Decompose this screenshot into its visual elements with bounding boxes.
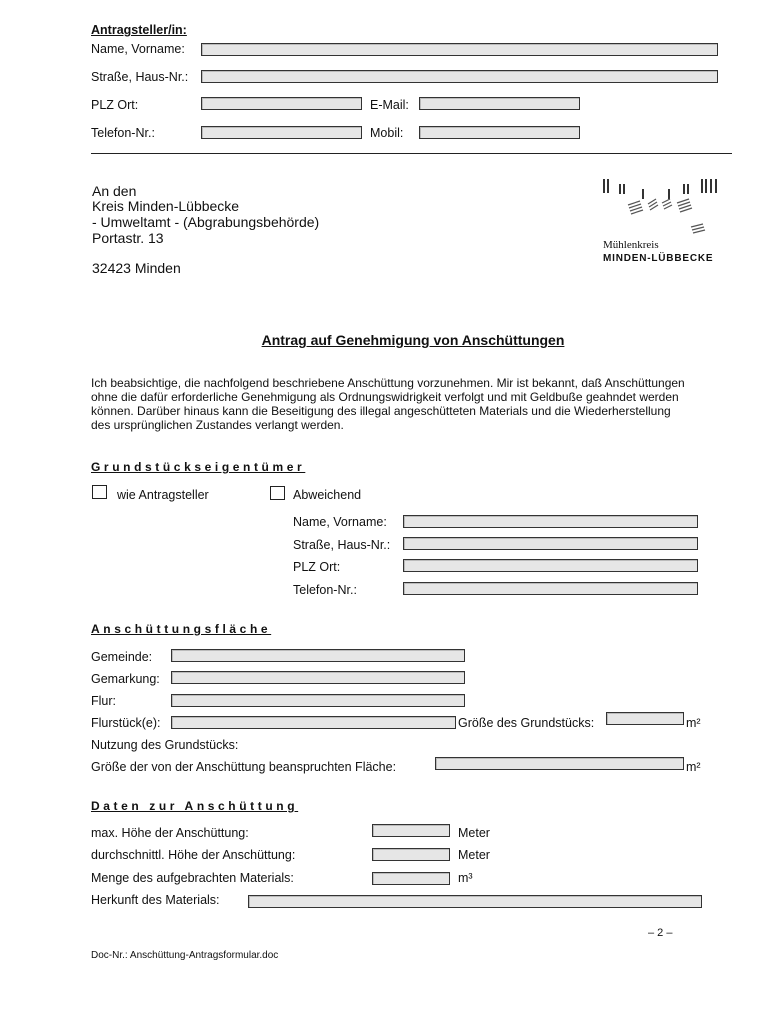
address-line-4: Portastr. 13 bbox=[92, 230, 164, 246]
max-height-unit: Meter bbox=[458, 826, 490, 840]
flur-field[interactable] bbox=[171, 694, 465, 707]
owner-phone-field[interactable] bbox=[403, 582, 698, 595]
intro-line-1: Ich beabsichtige, die nachfolgend beschriebene Anschüttung vorzunehmen. Mir ist bekannt, daß Anschüttungen bbox=[91, 376, 685, 390]
applicant-street-field[interactable] bbox=[201, 70, 718, 83]
logo-mark-icon bbox=[598, 176, 723, 238]
plot-size-unit: m² bbox=[686, 716, 701, 730]
address-line-5: 32423 Minden bbox=[92, 260, 181, 276]
claimed-area-unit: m² bbox=[686, 760, 701, 774]
intro-line-3: können. Darüber hinaus kann die Beseitigung des illegal angeschütteten Materials und die Wiederherstellung bbox=[91, 404, 671, 418]
logo-line-2: MINDEN-LÜBBECKE bbox=[603, 253, 714, 264]
applicant-heading: Antragsteller/in: bbox=[91, 23, 187, 37]
applicant-plz-field[interactable] bbox=[201, 97, 362, 110]
flurstueck-label: Flurstück(e): bbox=[91, 716, 161, 730]
gemeinde-label: Gemeinde: bbox=[91, 650, 153, 664]
address-line-3: - Umweltamt - (Abgrabungsbehörde) bbox=[92, 214, 320, 230]
owner-diff-label: Abweichend bbox=[293, 488, 362, 502]
applicant-email-field[interactable] bbox=[419, 97, 580, 110]
gemarkung-label: Gemarkung: bbox=[91, 672, 160, 686]
usage-label: Nutzung des Grundstücks: bbox=[91, 738, 239, 752]
logo-line-1: Mühlenkreis bbox=[603, 239, 659, 251]
avg-height-unit: Meter bbox=[458, 848, 490, 862]
avg-height-field[interactable] bbox=[372, 848, 450, 861]
claimed-area-field[interactable] bbox=[435, 757, 684, 770]
applicant-name-label: Name, Vorname: bbox=[91, 42, 185, 56]
owner-diff-checkbox[interactable] bbox=[270, 486, 285, 500]
flurstueck-field[interactable] bbox=[171, 716, 456, 729]
avg-height-label: durchschnittl. Höhe der Anschüttung: bbox=[91, 848, 296, 862]
owner-same-checkbox[interactable] bbox=[92, 485, 107, 499]
applicant-street-label: Straße, Haus-Nr.: bbox=[91, 70, 189, 84]
owner-name-field[interactable] bbox=[403, 515, 698, 528]
owner-street-label: Straße, Haus-Nr.: bbox=[293, 538, 391, 552]
owner-heading: Grundstückseigentümer bbox=[91, 460, 306, 474]
divider bbox=[91, 153, 732, 154]
doc-number: Doc-Nr.: Anschüttung-Antragsformular.doc bbox=[91, 950, 279, 961]
applicant-mobile-field[interactable] bbox=[419, 126, 580, 139]
applicant-email-label: E-Mail: bbox=[370, 98, 409, 112]
amount-unit: m³ bbox=[458, 871, 473, 885]
owner-name-label: Name, Vorname: bbox=[293, 515, 387, 529]
claimed-area-label: Größe der von der Anschüttung beanspruchten Fläche: bbox=[91, 760, 397, 774]
owner-plz-label: PLZ Ort: bbox=[293, 560, 341, 574]
amount-field[interactable] bbox=[372, 872, 450, 885]
gemarkung-field[interactable] bbox=[171, 671, 465, 684]
origin-label: Herkunft des Materials: bbox=[91, 893, 220, 907]
applicant-name-field[interactable] bbox=[201, 43, 718, 56]
owner-phone-label: Telefon-Nr.: bbox=[293, 583, 357, 597]
page-number: – 2 – bbox=[648, 927, 673, 939]
address-line-1: An den bbox=[92, 183, 137, 199]
applicant-plz-label: PLZ Ort: bbox=[91, 98, 139, 112]
max-height-field[interactable] bbox=[372, 824, 450, 837]
plot-size-label: Größe des Grundstücks: bbox=[458, 716, 595, 730]
logo bbox=[598, 176, 723, 266]
owner-same-label: wie Antragsteller bbox=[117, 488, 209, 502]
area-heading: Anschüttungsfläche bbox=[91, 622, 272, 636]
owner-plz-field[interactable] bbox=[403, 559, 698, 572]
applicant-phone-field[interactable] bbox=[201, 126, 362, 139]
max-height-label: max. Höhe der Anschüttung: bbox=[91, 826, 249, 840]
page-title: Antrag auf Genehmigung von Anschüttungen bbox=[261, 332, 565, 348]
data-heading: Daten zur Anschüttung bbox=[91, 799, 299, 813]
applicant-phone-label: Telefon-Nr.: bbox=[91, 126, 155, 140]
address-line-2: Kreis Minden-Lübbecke bbox=[92, 198, 240, 214]
intro-line-2: ohne die dafür erforderliche Genehmigung als Ordnungswidrigkeit verfolgt und mit Geldbuße geahndet werden bbox=[91, 390, 679, 404]
amount-label: Menge des aufgebrachten Materials: bbox=[91, 871, 294, 885]
origin-field[interactable] bbox=[248, 895, 702, 908]
plot-size-field[interactable] bbox=[606, 712, 684, 725]
applicant-mobile-label: Mobil: bbox=[370, 126, 404, 140]
flur-label: Flur: bbox=[91, 694, 116, 708]
gemeinde-field[interactable] bbox=[171, 649, 465, 662]
owner-street-field[interactable] bbox=[403, 537, 698, 550]
intro-line-4: des ursprünglichen Zustandes verlangt werden. bbox=[91, 418, 344, 432]
